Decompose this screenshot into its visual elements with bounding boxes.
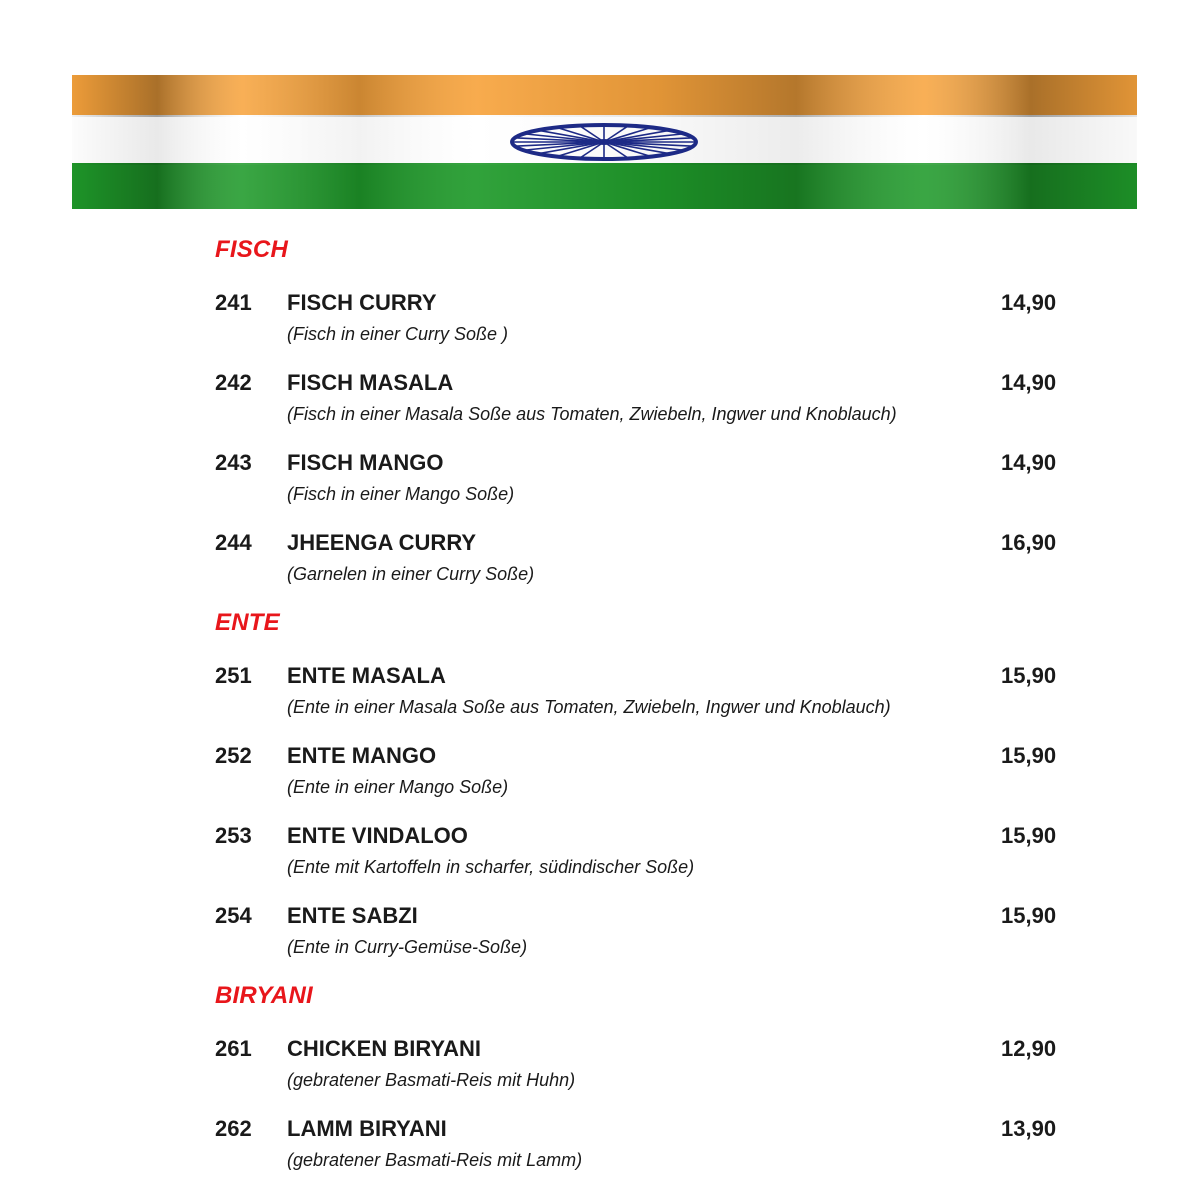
item-number: 242 xyxy=(215,370,252,395)
item-description: (Fisch in einer Mango Soße) xyxy=(287,484,515,504)
menu-item xyxy=(0,370,1200,440)
item-price: 15,90 xyxy=(1001,743,1057,768)
item-description: (Fisch in einer Masala Soße aus Tomaten, Zwiebeln, Ingwer und Knoblauch) xyxy=(287,404,897,424)
item-price: 15,90 xyxy=(1001,823,1057,848)
item-number: 244 xyxy=(215,530,252,555)
item-price: 15,90 xyxy=(1001,663,1057,688)
item-name: FISCH CURRY xyxy=(287,290,437,315)
item-price: 12,90 xyxy=(1001,1036,1057,1061)
item-description: (gebratener Basmati-Reis mit Huhn) xyxy=(287,1070,576,1090)
section-title-biryani: BIRYANI xyxy=(215,982,313,1009)
item-description: (gebratener Basmati-Reis mit Lamm) xyxy=(287,1150,583,1170)
item-number: 241 xyxy=(215,290,252,315)
item-name: ENTE MASALA xyxy=(287,663,446,688)
item-name: CHICKEN BIRYANI xyxy=(287,1036,481,1061)
item-name: ENTE VINDALOO xyxy=(287,823,468,848)
item-name: FISCH MASALA xyxy=(287,370,454,395)
item-number: 251 xyxy=(215,663,252,688)
menu-item xyxy=(0,903,1200,973)
menu-item xyxy=(0,530,1200,600)
item-price: 14,90 xyxy=(1001,290,1057,315)
item-name: ENTE SABZI xyxy=(287,903,418,928)
item-name: LAMM BIRYANI xyxy=(287,1116,447,1141)
item-number: 261 xyxy=(215,1036,252,1061)
item-description: (Ente in Curry-Gemüse-Soße) xyxy=(287,937,528,957)
item-name: JHEENGA CURRY xyxy=(287,530,477,555)
menu-item xyxy=(0,1036,1200,1106)
menu-item xyxy=(0,823,1200,893)
menu-item xyxy=(0,450,1200,520)
item-price: 13,90 xyxy=(1001,1116,1057,1141)
item-description: (Ente in einer Mango Soße) xyxy=(287,777,509,797)
menu-item xyxy=(0,663,1200,733)
section-title-fisch: FISCH xyxy=(215,236,288,263)
item-name: ENTE MANGO xyxy=(287,743,437,768)
item-name: FISCH MANGO xyxy=(287,450,444,475)
item-description: (Ente mit Kartoffeln in scharfer, südindischer Soße) xyxy=(287,857,695,877)
item-price: 14,90 xyxy=(1001,370,1057,395)
item-description: (Ente in einer Masala Soße aus Tomaten, Zwiebeln, Ingwer und Knoblauch) xyxy=(287,697,891,717)
item-description: (Garnelen in einer Curry Soße) xyxy=(287,564,535,584)
item-price: 16,90 xyxy=(1001,530,1057,555)
section-title-ente: ENTE xyxy=(215,609,280,636)
item-description: (Fisch in einer Curry Soße ) xyxy=(287,324,509,344)
item-number: 243 xyxy=(215,450,252,475)
menu-item xyxy=(0,1116,1200,1186)
item-number: 253 xyxy=(215,823,252,848)
item-number: 262 xyxy=(215,1116,252,1141)
menu-item xyxy=(0,290,1200,360)
item-price: 14,90 xyxy=(1001,450,1057,475)
item-price: 15,90 xyxy=(1001,903,1057,928)
item-number: 254 xyxy=(215,903,252,928)
item-number: 252 xyxy=(215,743,252,768)
menu-item xyxy=(0,743,1200,813)
